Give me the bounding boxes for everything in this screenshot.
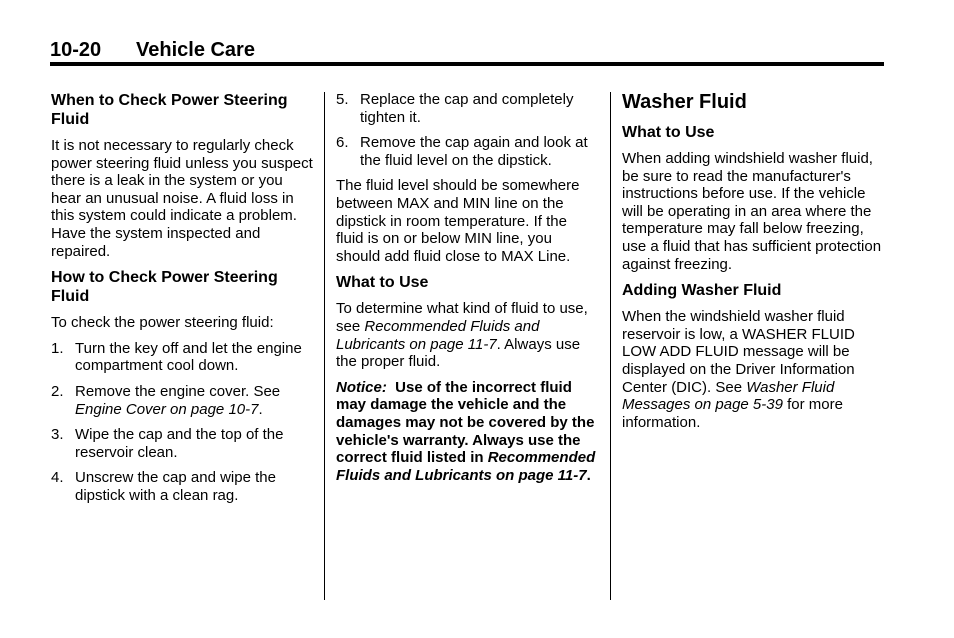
paragraph-fluid-level: The fluid level should be somewhere between MAX and MIN line on the dipstick in room temperature. If the fluid is on or below MIN line, you should add fluid close to MAX Line.: [336, 177, 580, 265]
column-divider-1: [324, 92, 325, 600]
cross-reference-link[interactable]: Engine Cover on page 10-7: [75, 400, 259, 418]
list-item: [336, 91, 598, 126]
step-text: Wipe the cap and the top of the reservoir clean.: [75, 426, 284, 461]
notice-label: Notice:: [336, 378, 387, 396]
step-text: Remove the cap again and look at the fluid level on the dipstick.: [360, 134, 588, 169]
step-number: 6.: [336, 134, 349, 152]
step-text: Turn the key off and let the engine compartment cool down.: [75, 339, 302, 375]
paragraph-when-to-check: It is not necessary to regularly check power steering fluid unless you suspect there is a leak in the system or you hear an unusual noise. A fluid loss in this system could indicate a problem. Have the system inspected and repaired.: [51, 137, 313, 260]
paragraph-text: When the windshield washer fluid reservoir is low, a WASHER FLUID LOW ADD FLUID message will be displayed on the Driver Information Center (DIC). See: [622, 308, 855, 396]
section-heading-washer-fluid: Washer Fluid: [622, 91, 747, 113]
column-1: [51, 91, 313, 513]
cross-reference-link[interactable]: Recommended Fluids and Lubricants on page 11-7: [336, 317, 540, 353]
heading-what-to-use: What to Use: [622, 124, 715, 141]
notice-text: Use of the incorrect fluid may damage the vehicle and the damages may not be covered by the vehicle's warranty. Always use the correct fluid listed in: [336, 378, 599, 467]
cross-reference-link[interactable]: Recommended Fluids and Lubricants on page 11-7: [336, 449, 596, 484]
paragraph-what-to-use: [336, 300, 598, 370]
paragraph-what-to-use: When adding windshield washer fluid, be sure to read the manufacturer's instructions before use. If the vehicle will be operating in an area where the temperature may fall below freezing, use a fluid that has sufficient protection against freezing.: [622, 150, 882, 273]
notice-text-end: .: [586, 466, 591, 484]
list-item: [51, 469, 313, 504]
step-number: 1.: [51, 339, 64, 357]
cross-reference-link[interactable]: Washer Fluid Messages on page 5-39: [622, 378, 835, 414]
page-header: [50, 38, 884, 64]
step-number: 3.: [51, 426, 64, 444]
column-divider-2: [610, 92, 611, 600]
column-3: [622, 91, 884, 439]
step-text: Remove the engine cover. See: [75, 382, 281, 400]
step-number: 4.: [51, 469, 64, 487]
step-number: 2.: [51, 382, 64, 400]
column-2: [336, 91, 598, 492]
paragraph-adding-washer-fluid: [622, 308, 884, 431]
heading-how-to-check: How to Check Power Steering Fluid: [51, 269, 278, 306]
page-number: 10-20: [50, 39, 102, 61]
heading-what-to-use: What to Use: [336, 274, 429, 292]
list-item: [51, 340, 313, 375]
list-item: [51, 383, 313, 418]
paragraph-intro: To check the power steering fluid:: [51, 314, 274, 332]
step-text: Replace the cap and completely tighten it.: [360, 91, 574, 126]
paragraph-text-end: for more information.: [622, 396, 843, 431]
notice-block: [336, 379, 598, 485]
section-title: Vehicle Care: [136, 39, 255, 61]
paragraph-text-end: . Always use the proper fluid.: [336, 335, 581, 371]
step-number: 5.: [336, 91, 349, 108]
paragraph-text: To determine what kind of fluid to use, see: [336, 300, 588, 335]
heading-when-to-check: When to Check Power Steering Fluid: [51, 92, 288, 128]
list-item: [51, 426, 313, 461]
step-text-end: .: [258, 400, 263, 418]
heading-adding-washer-fluid: Adding Washer Fluid: [622, 282, 782, 300]
step-text: Unscrew the cap and wipe the dipstick with a clean rag.: [75, 469, 276, 504]
header-rule: [50, 62, 884, 66]
list-item: [336, 134, 598, 169]
